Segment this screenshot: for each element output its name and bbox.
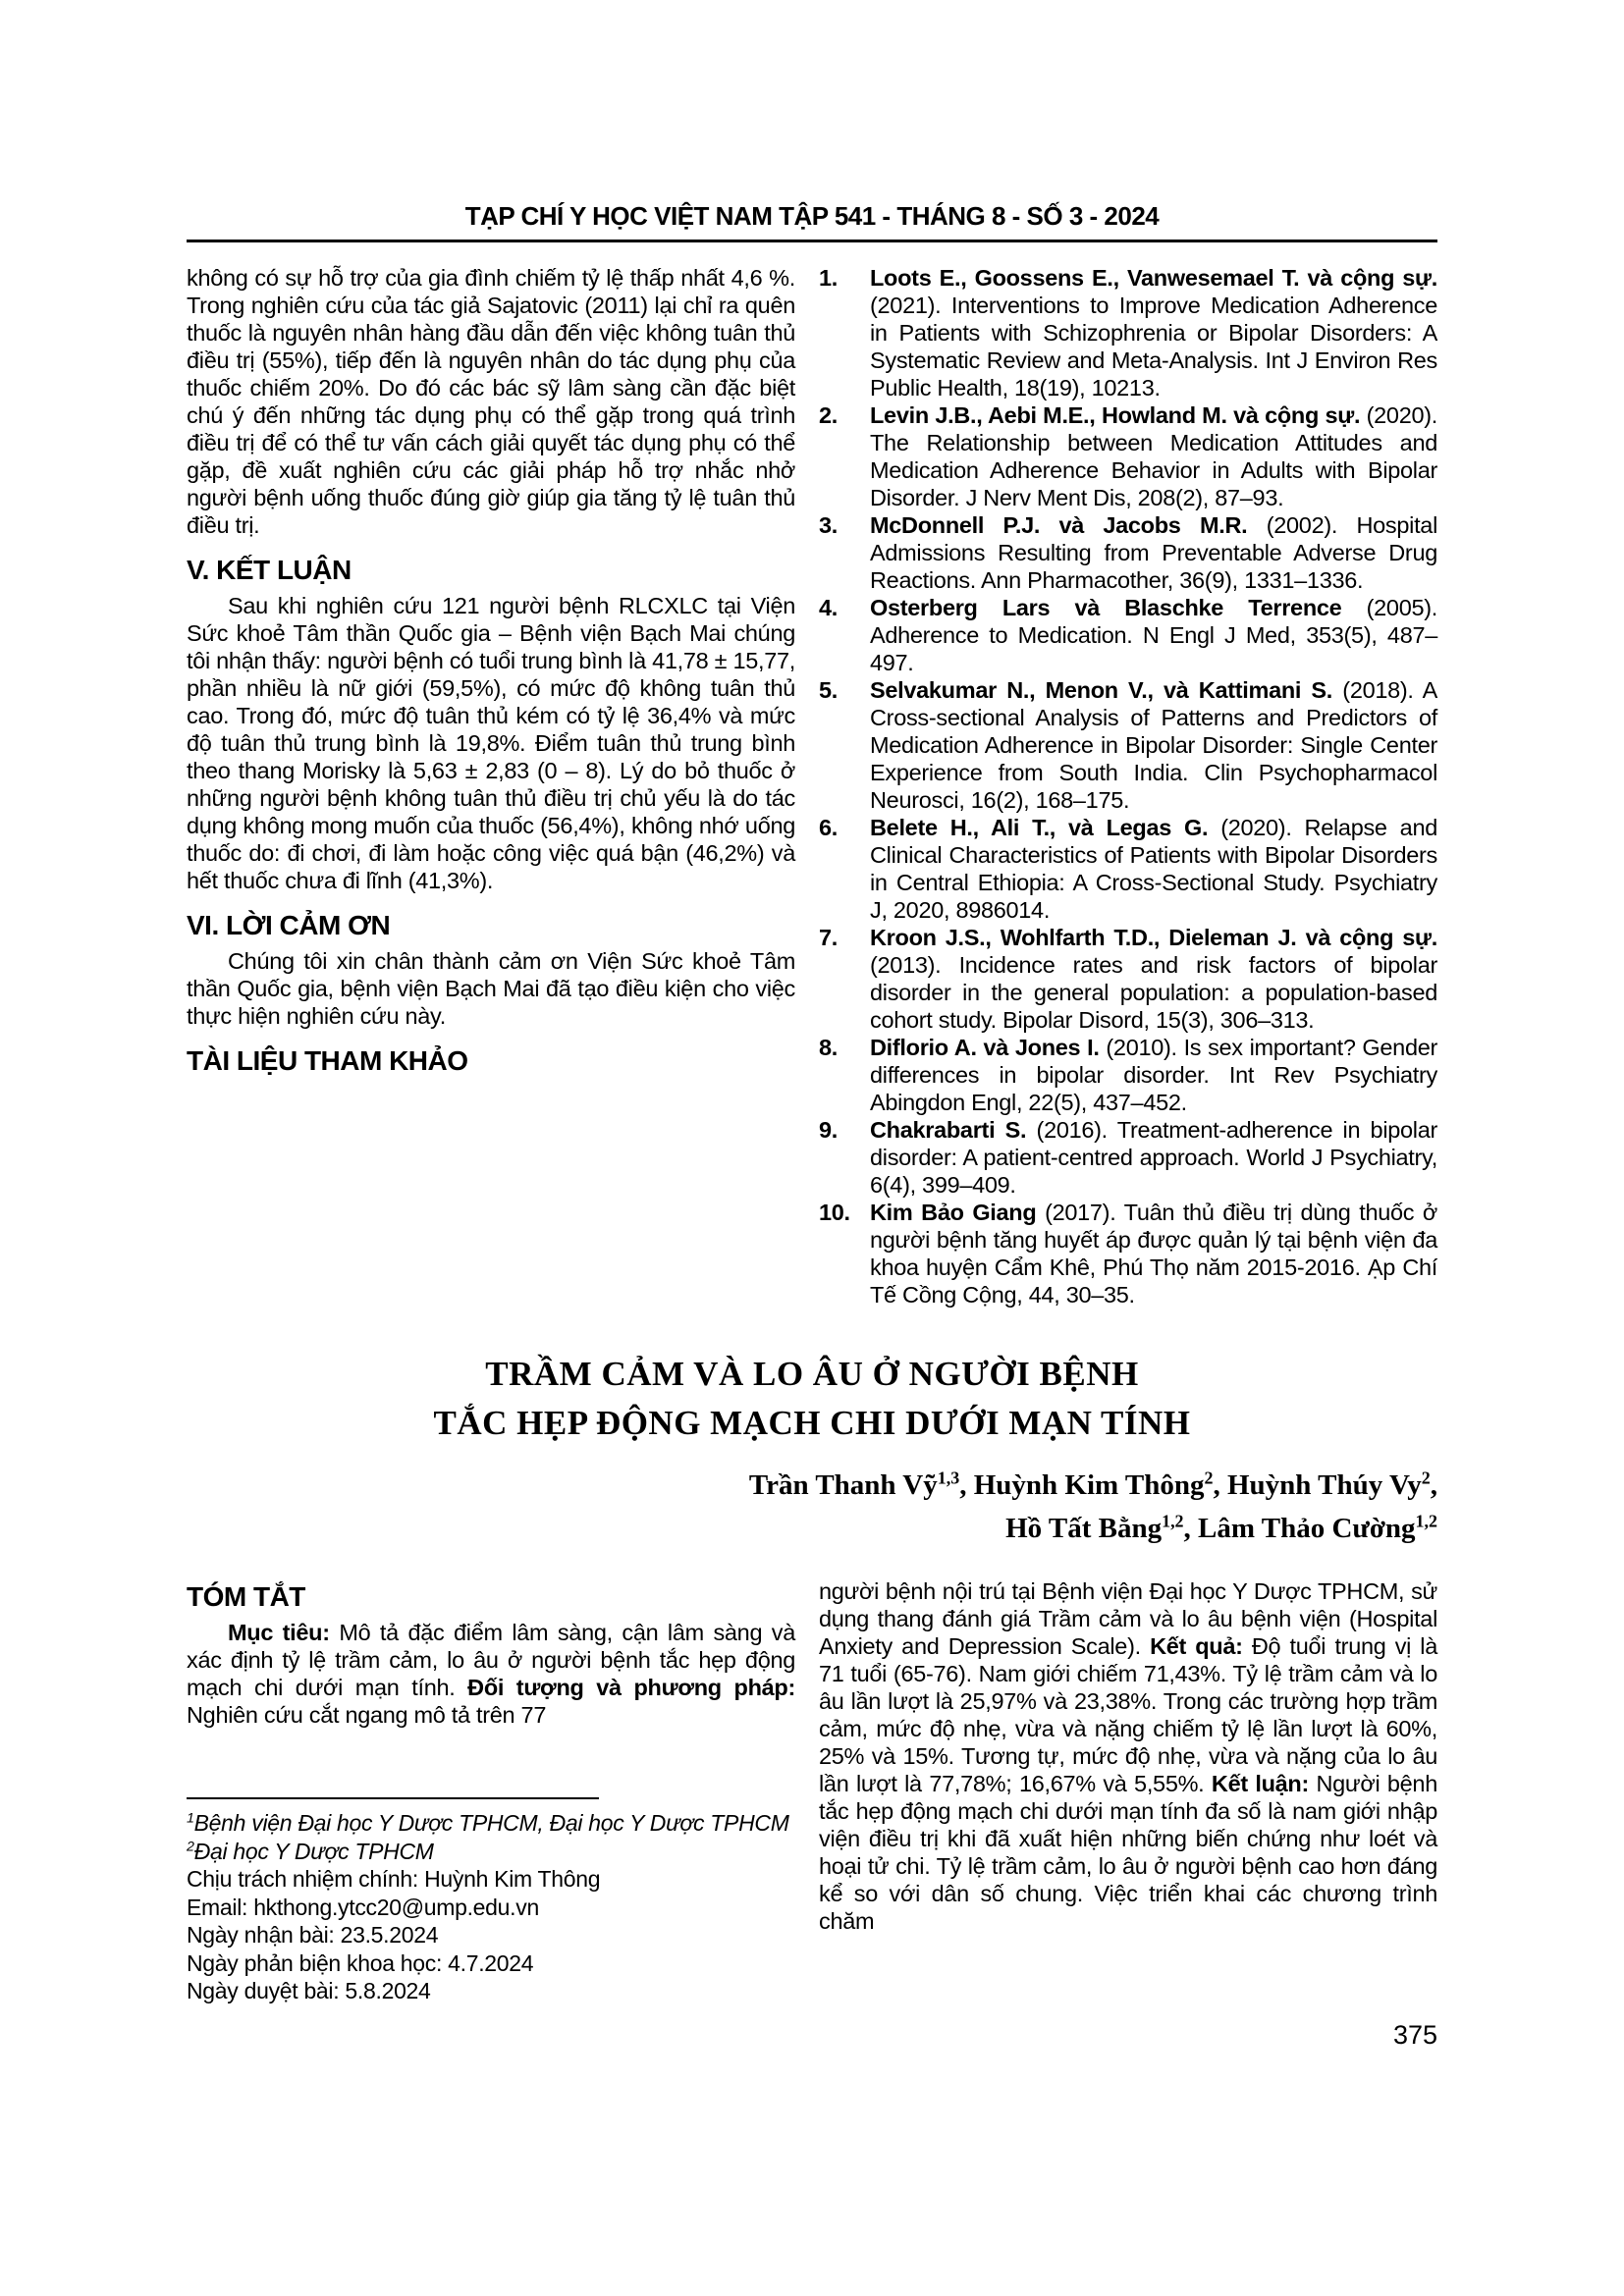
bottom-columns xyxy=(187,1577,1437,2005)
footnote-line: Ngày nhận bài: 23.5.2024 xyxy=(187,1922,439,1948)
author-list xyxy=(187,1464,1437,1550)
footnote-lines xyxy=(187,1809,795,2005)
reference-item: 6. Belete H., Ali T., và Legas G. (2020). Relapse and Clinical Characteristics of Patients with Bipolar Disorders in Central Ethiopia: A Cross-Sectional Study. Psychiatry J, 2020, 8986014. xyxy=(819,815,1437,923)
footnote-line: Ngày duyệt bài: 5.8.2024 xyxy=(187,1978,431,2003)
reference-item: 4. Osterberg Lars và Blaschke Terrence (2005). Adherence to Medication. N Engl J Med, 353(5), 487–497. xyxy=(819,595,1438,675)
page-content xyxy=(187,201,1437,2005)
conclusion-paragraph: Sau khi nghiên cứu 121 người bệnh RLCXLC tại Viện Sức khoẻ Tâm thần Quốc gia – Bệnh viện Bạch Mai chúng tôi nhận thấy: người bệnh có tuổi trung bình là 41,78 ± 15,77, phần nhiều là nữ giới (59,5%), có mức độ không tuân thủ cao. Trong đó, mức độ tuân thủ kém có tỷ lệ 36,4% và mức độ tuân thủ trung bình là 19,8%. Điểm tuân thủ trung bình theo thang Morisky là 5,63 ± 2,83 (0 – 8). Lý do bỏ thuốc ở những người bệnh không tuân thủ điều trị chủ yếu là do tác dụng không mong muốn của thuốc (56,4%), không nhớ uống thuốc do: đi chơi, đi làm hoặc công việc quá bận (46,2%) và hết thuốc chưa đi lĩnh (41,3%). xyxy=(187,593,795,893)
reference-item: 9. Chakrabarti S. (2016). Treatment-adherence in bipolar disorder: A patient-centred approach. World J Psychiatry, 6(4), 399–409. xyxy=(819,1117,1437,1198)
abstract-paragraph-right: người bệnh nội trú tại Bệnh viện Đại học Y Dược TPHCM, sử dụng thang đánh giá Trầm cảm và lo âu bệnh viện (Hospital Anxiety and Depression Scale). Kết quả: Độ tuổi trung vị là 71 tuổi (65-76). Nam giới chiếm 71,43%. Tỷ lệ trầm cảm và lo âu lần lượt là 25,97% và 23,38%. Trong các trường hợp trầm cảm, mức độ nhẹ, vừa và nặng chiếm tỷ lệ lần lượt là 60%, 25% và 15%. Tương tự, mức độ nhẹ, vừa và nặng của lo âu lần lượt là 77,78%; 16,67% và 5,55%. Kết luận: Người bệnh tắc hẹp động mạch chi dưới mạn tính đa số là nam giới nhập viện điều trị khi đã xuất hiện những biến chứng như loét và hoại tử chi. Tỷ lệ trầm cảm, lo âu ở người bệnh cao hơn đáng kể so với dân số chung. Việc triển khai các chương trình chăm xyxy=(819,1578,1438,1934)
footnote-rule xyxy=(187,1797,599,1799)
reference-item: 10. Kim Bảo Giang (2017). Tuân thủ điều trị dùng thuốc ở người bệnh tăng huyết áp được quản lý tại bệnh viện đa khoa huyện Cẩm Khê, Phú Thọ năm 2015-2016. Ạp Chí Tế Cồng Cộng, 44, 30–35. xyxy=(819,1200,1437,1308)
bottom-left-column xyxy=(187,1577,795,2005)
bottom-right-column xyxy=(819,1577,1437,1935)
acknowledgement-heading: VI. LỜI CẢM ƠN xyxy=(187,910,391,940)
running-head: TẠP CHÍ Y HỌC VIỆT NAM TẬP 541 - THÁNG 8 - SỐ 3 - 2024 xyxy=(464,201,1160,231)
reference-item: 5. Selvakumar N., Menon V., và Kattimani S. (2018). A Cross-sectional Analysis of Patterns and Predictors of Medication Adherence in Bipolar Disorder: Single Center Experience from South India. Clin Psychopharmacol Neurosci, 16(2), 168–175. xyxy=(819,677,1437,813)
footnote-line: Chịu trách nhiệm chính: Huỳnh Kim Thông xyxy=(187,1866,601,1892)
abstract-paragraph-left: Mục tiêu: Mô tả đặc điểm lâm sàng, cận lâm sàng và xác định tỷ lệ trầm cảm, lo âu ở người bệnh tắc hẹp động mạch chi dưới mạn tính. Đối tượng và phương pháp: Nghiên cứu cắt ngang mô tả trên 77 xyxy=(187,1620,795,1728)
affiliation-line: $^2$Đại học Y Dược TPHCM xyxy=(187,1838,434,1864)
top-left-column xyxy=(187,264,795,1083)
affiliation-line: $^1$Bệnh viện Đại học Y Dược TPHCM, Đại học Y Dược TPHCM xyxy=(187,1810,789,1836)
reference-item: 8. Diflorio A. và Jones I. (2010). Is sex important? Gender differences in bipolar disorder. Int Rev Psychiatry Abingdon Engl, 22(5), 437–452. xyxy=(819,1035,1438,1115)
footnote-line: Email: hkthong.ytcc20@ump.edu.vn xyxy=(187,1894,539,1920)
top-columns xyxy=(187,264,1437,1308)
top-right-column xyxy=(819,264,1437,1308)
author-line: Hồ Tất Bằng$^{1,2}$, Lâm Thảo Cường$^{1,2}$ xyxy=(1005,1511,1437,1544)
acknowledgement-paragraph: Chúng tôi xin chân thành cảm ơn Viện Sức khoẻ Tâm thần Quốc gia, bệnh viện Bạch Mai đã tạo điều kiện cho việc thực hiện nghiên cứu này. xyxy=(187,948,795,1029)
article-title-line1: TRẦM CẢM VÀ LO ÂU Ở NGƯỜI BỆNH xyxy=(485,1355,1139,1393)
reference-item: 2. Levin J.B., Aebi M.E., Howland M. và cộng sự. (2020). The Relationship between Medication Attitudes and Medication Adherence Behavior in Adults with Bipolar Disorder. J Nerv Ment Dis, 208(2), 87–93. xyxy=(819,402,1437,510)
reference-item: 1. Loots E., Goossens E., Vanwesemael T. và cộng sự. (2021). Interventions to Improve Medication Adherence in Patients with Schizophrenia or Bipolar Disorders: A Systematic Review and Meta-Analysis. Int J Environ Res Public Health, 18(19), 10213. xyxy=(819,265,1437,400)
reference-item: 3. McDonnell P.J. và Jacobs M.R. (2002). Hospital Admissions Resulting from Preventable Adverse Drug Reactions. Ann Pharmacother, 36(9), 1331–1336. xyxy=(819,512,1437,593)
footnote-line: Ngày phản biện khoa học: 4.7.2024 xyxy=(187,1949,534,1976)
discussion-paragraph: không có sự hỗ trợ của gia đình chiếm tỷ lệ thấp nhất 4,6 %. Trong nghiên cứu của tác giả Sajatovic (2011) lại chỉ ra quên thuốc là nguyên nhân hàng đầu dẫn đến việc không tuân thủ điều trị (55%), tiếp đến là nguyên nhân do tác dụng phụ của thuốc chiếm 20%. Do đó các bác sỹ lâm sàng cần đặc biệt chú ý đến những tác dụng phụ có thể gặp trong quá trình điều trị để có thể tư vấn cách giải quyết tác dụng phụ có thể gặp, đề xuất nghiên cứu các giải pháp hỗ trợ nhắc nhở người bệnh uống thuốc đúng giờ giúp gia tăng tỷ lệ tuân thủ điều trị. xyxy=(187,265,795,538)
header-rule xyxy=(187,240,1437,242)
references-heading: TÀI LIỆU THAM KHẢO xyxy=(187,1045,468,1076)
article2-title-block xyxy=(187,1350,1437,1550)
author-line: Trần Thanh Vỹ$^{1,3}$, Huỳnh Kim Thông$^2$, Huỳnh Thúy Vy$^2$, xyxy=(748,1468,1437,1501)
article-title-line2: TẮC HẸP ĐỘNG MẠCH CHI DƯỚI MẠN TÍNH xyxy=(433,1404,1191,1442)
footnote-block xyxy=(187,1797,795,2005)
abstract-heading: TÓM TẮT xyxy=(187,1581,305,1612)
article-title xyxy=(187,1350,1437,1448)
page-number: 375 xyxy=(1392,2020,1437,2050)
conclusion-heading: V. KẾT LUẬN xyxy=(187,555,352,585)
reference-list xyxy=(819,264,1437,1308)
reference-item: 7. Kroon J.S., Wohlfarth T.D., Dieleman J. và cộng sự. (2013). Incidence rates and risk factors of bipolar disorder in the general population: a population-based cohort study. Bipolar Disord, 15(3), 306–313. xyxy=(819,925,1437,1033)
